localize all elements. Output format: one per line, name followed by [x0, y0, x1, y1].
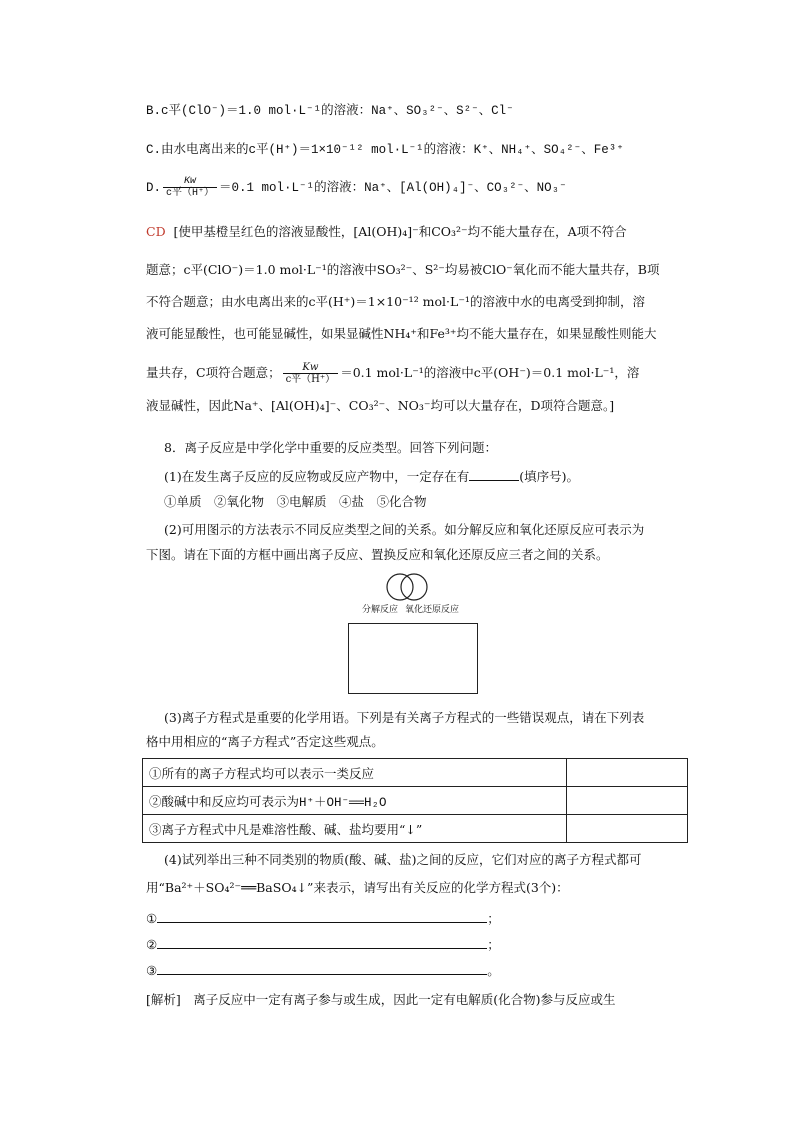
question-8-part-1	[164, 468, 579, 485]
answer-5-fraction	[283, 362, 339, 385]
blank-marker: ③	[146, 963, 158, 978]
blank-marker: ②	[146, 937, 158, 952]
answer-line-5	[146, 362, 639, 385]
blank-line-3	[146, 962, 500, 979]
opinions-table	[142, 758, 688, 843]
answer-blank[interactable]	[157, 962, 487, 975]
answer-cell[interactable]	[567, 787, 688, 815]
question-8-title: 8．离子反应是中学化学中重要的反应类型。回答下列问题：	[164, 440, 497, 455]
table-row	[143, 787, 688, 815]
answer-line-2: 题意；c平(ClO⁻)＝1.0 mol·L⁻¹的溶液中SO₃²⁻、S²⁻均易被ClO⁻氧化而不能大量共存，B项	[146, 262, 660, 277]
answer-line-3: 不符合题意；由水电离出来的c平(H⁺)＝1×10⁻¹² mol·L⁻¹的溶液中水的电离受到抑制，溶	[146, 294, 645, 309]
blank-line-2	[146, 936, 500, 953]
answer-text-1: [使甲基橙呈红色的溶液显酸性，[Al(OH)₄]⁻和CO₃²⁻均不能大量存在，A项不符合	[173, 224, 627, 239]
question-8-part-3b: 格中用相应的“离子方程式”否定这些观点。	[146, 734, 384, 749]
question-8-part-2a: (2)可用图示的方法表示不同反应类型之间的关系。如分解反应和氧化还原反应可表示为	[164, 522, 645, 537]
fraction-denominator: c平（H⁺）	[285, 374, 336, 385]
part-1-answer-blank[interactable]	[469, 468, 519, 481]
part-1-prefix: (1)在发生离子反应的反应物或反应产物中，一定存在有	[164, 469, 470, 484]
answer-5-prefix: 量共存，C项符合题意；	[146, 365, 281, 380]
question-8-part-2b: 下图。请在下面的方框中画出离子反应、置换反应和氧化还原反应三者之间的关系。	[146, 547, 609, 562]
question-8-part-4a: (4)试列举出三种不同类别的物质(酸、碱、盐)之间的反应，它们对应的离子方程式都可	[164, 852, 642, 867]
blank-end: 。	[487, 963, 500, 978]
answer-cell[interactable]	[567, 815, 688, 843]
answer-blank[interactable]	[157, 910, 487, 923]
answer-line-4: 液可能显酸性，也可能显碱性，如果显碱性NH₄⁺和Fe³⁺均不能大量存在，如果显酸性则能大	[146, 326, 657, 341]
option-d	[146, 176, 567, 199]
opinion-cell: ①所有的离子方程式均可以表示一类反应	[143, 759, 567, 787]
opinion-cell: ③离子方程式中凡是难溶性酸、碱、盐均要用“↓”	[143, 815, 567, 843]
part-1-suffix: (填序号)。	[519, 469, 579, 484]
venn-label-redox: 氧化还原反应	[405, 605, 460, 615]
question-8-part-4b: 用“Ba²⁺＋SO₄²⁻══BaSO₄↓”来表示，请写出有关反应的化学方程式(3个)：	[146, 880, 569, 895]
option-d-prefix: D.	[146, 180, 162, 195]
venn-label-decomposition: 分解反应	[362, 605, 399, 615]
fraction-numerator: Kw	[283, 362, 339, 374]
question-8-options: ①单质 ②氧化物 ③电解质 ④盐 ⑤化合物	[164, 494, 427, 509]
option-d-suffix: ＝0.1 mol·L⁻¹的溶液：Na⁺、[Al(OH)₄]⁻、CO₃²⁻、NO₃⁻	[219, 180, 567, 195]
table-row	[143, 759, 688, 787]
blank-end: ；	[487, 937, 500, 952]
analysis-line: [解析] 离子反应中一定有离子参与或生成，因此一定有电解质(化合物)参与反应或生	[146, 992, 616, 1007]
answer-5-suffix: ＝0.1 mol·L⁻¹的溶液中c平(OH⁻)＝0.1 mol·L⁻¹，溶	[340, 365, 640, 380]
blank-marker: ①	[146, 911, 158, 926]
venn-circle-redox	[401, 574, 427, 600]
answer-cell[interactable]	[567, 759, 688, 787]
drawing-box[interactable]	[348, 623, 478, 694]
option-b: B.c平(ClO⁻)＝1.0 mol·L⁻¹的溶液：Na⁺、SO₃²⁻、S²⁻、Cl⁻	[146, 104, 514, 118]
option-d-fraction	[163, 176, 217, 199]
answer-label: CD	[146, 224, 166, 239]
opinion-cell: ②酸碱中和反应均可表示为H⁺＋OH⁻══H₂O	[143, 787, 567, 815]
blank-line-1	[146, 910, 500, 927]
blank-end: ；	[487, 911, 500, 926]
fraction-numerator: Kw	[163, 176, 217, 188]
answer-line-1	[146, 224, 627, 240]
table-row	[143, 815, 688, 843]
venn-circle-decomposition	[387, 574, 413, 600]
option-c: C.由水电离出来的c平(H⁺)＝1×10⁻¹² mol·L⁻¹的溶液：K⁺、NH₄⁺、SO₄²⁻、Fe³⁺	[146, 143, 624, 157]
question-8-part-3a: (3)离子方程式是重要的化学用语。下列是有关离子方程式的一些错误观点，请在下列表	[164, 710, 645, 725]
fraction-denominator: c平（H⁺）	[166, 188, 215, 199]
answer-blank[interactable]	[157, 936, 487, 949]
answer-line-6: 液显碱性，因此Na⁺、[Al(OH)₄]⁻、CO₃²⁻、NO₃⁻均可以大量存在，D项符合题意。]	[146, 398, 615, 413]
